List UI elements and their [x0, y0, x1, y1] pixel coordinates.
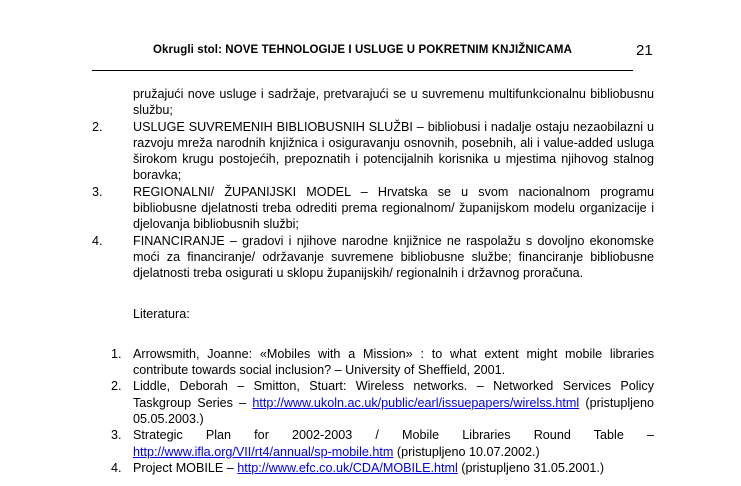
reference-number: 2. [111, 379, 122, 394]
reference-text: Liddle, Deborah – Smitton, Stuart: Wireless networks. – Networked Services Policy Taskgroup Series – [133, 379, 654, 410]
list-number: 4. [92, 233, 103, 248]
reference-text: Project MOBILE – [133, 460, 238, 475]
reference-link[interactable]: http://www.ukoln.ac.uk/public/earl/issuepapers/wirelss.html [252, 395, 580, 410]
reference-item [92, 378, 654, 427]
page-number: 21 [636, 42, 653, 59]
reference-access-date: (pristupljeno 10.07.2002.) [393, 444, 540, 459]
reference-link[interactable]: http://www.ifla.org/VII/rt4/annual/sp-mobile.htm [133, 444, 394, 459]
list-item [92, 233, 654, 282]
literature-heading: Literatura: [133, 306, 190, 321]
list-item [92, 184, 654, 233]
reference-access-date: (pristupljeno 05.05.2003.) [133, 395, 654, 427]
page-body [92, 86, 654, 476]
reference-number: 3. [111, 428, 122, 443]
reference-text: Strategic Plan for 2002-2003 / Mobile Libraries Round Table – [133, 428, 654, 443]
list-text: REGIONALNI/ ŽUPANIJSKI MODEL – Hrvatska se u svom nacionalnom programu bibliobusne djelatnosti treba odrediti prema regionalnom/ županijskom modelu organizacije i djelovanja bibliobusnih službi; [133, 184, 654, 232]
running-header [92, 44, 633, 71]
reference-access-date: (pristupljeno 31.05.2001.) [457, 460, 605, 475]
reference-link[interactable]: http://www.efc.co.uk/CDA/MOBILE.html [237, 460, 458, 475]
list-item [92, 119, 654, 184]
list-number: 2. [92, 119, 103, 134]
intro-continuation: pružajući nove usluge i sadržaje, pretvarajući se u suvremenu multifunkcionalnu bibliobusnu službu; [133, 87, 654, 118]
list-number: 3. [92, 184, 103, 199]
header-title: Okrugli stol: NOVE TEHNOLOGIJE I USLUGE U POKRETNIM KNJIŽNICAMA [152, 44, 573, 56]
list-text: FINANCIRANJE – gradovi i njihove narodne knjižnice ne raspolažu s dovoljno ekonomske moći za financiranje/ održavanje suvremene bibliobusne službe; financiranje bibliobusne djelatnosti treba osigurati u sklopu županijskih/ regionalnih i državnog proračuna. [133, 233, 654, 281]
reference-item [92, 460, 654, 476]
reference-number: 4. [111, 460, 122, 475]
reference-item [92, 346, 654, 379]
list-text: USLUGE SUVREMENIH BIBLIOBUSNIH SLUŽBI – bibliobusi i nadalje ostaju nezaobilazni u razvoju mreža narodnih knjižnica i osiguravanju osnovnih, posebnih, ali i value-added usluga širokom krugu postojećih, prepoznatih i potencijalnih korisnika u mjestima njihovog stalnog boravka; [133, 119, 654, 183]
reference-text: Arrowsmith, Joanne: «Mobiles with a Mission» : to what extent might mobile libraries contribute towards social inclusion? – University of Sheffield, 2001. [133, 346, 654, 378]
reference-number: 1. [111, 346, 122, 361]
reference-item [92, 427, 654, 460]
